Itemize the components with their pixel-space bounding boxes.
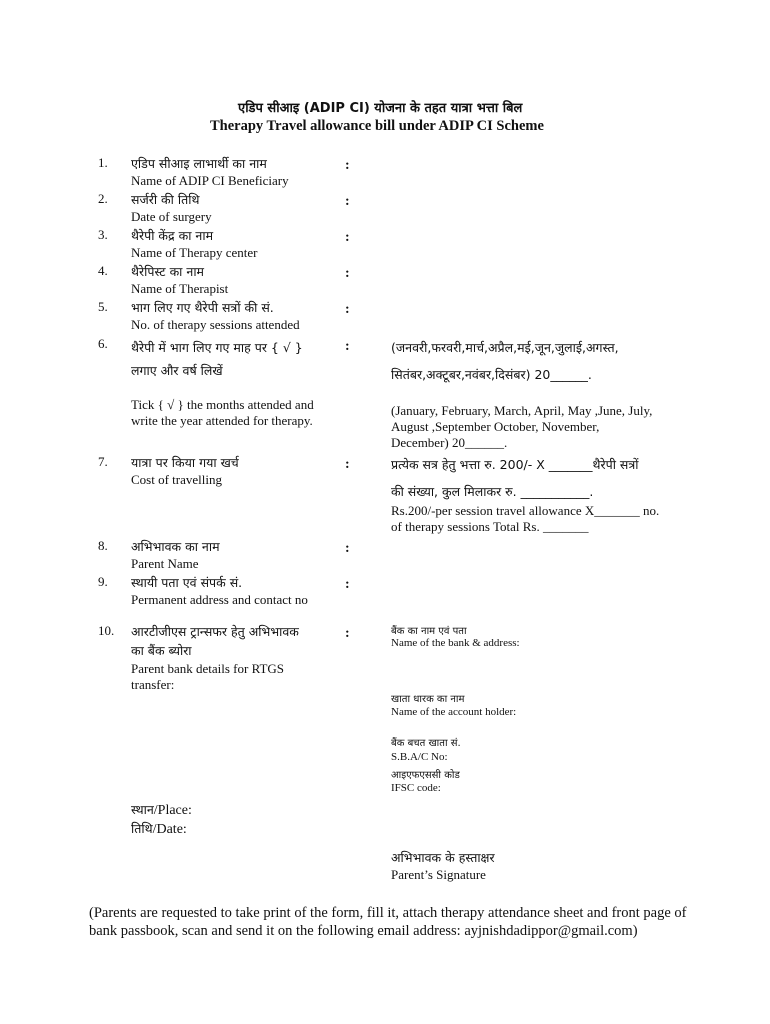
ifsc-label-en: IFSC code:: [391, 782, 441, 794]
months-list-en-line2: August ,September October, November,: [391, 419, 600, 434]
travel-calc-en-line1: Rs.200/-per session travel allowance X_______ no.: [391, 503, 660, 518]
account-number-label-hi: बैंक बचत खाता सं.: [391, 738, 461, 749]
beneficiary-label-hi: एडिप सीआइ लाभार्थी का नाम: [131, 156, 267, 171]
colon: :: [345, 626, 350, 641]
travel-cost-label-en: Cost of travelling: [131, 472, 222, 487]
surgery-date-label-hi: सर्जरी की तिथि: [131, 192, 200, 207]
travel-cost-label-hi: यात्रा पर किया गया खर्च: [131, 455, 239, 470]
ifsc-label-hi: आइएफएससी कोड: [391, 770, 460, 781]
months-label-en-line1: Tick { √ } the months attended and: [131, 397, 314, 412]
months-list-hi-line1: (जनवरी,फरवरी,मार्च,अप्रैल,मई,जून,जुलाई,अगस्त,: [391, 340, 619, 355]
account-holder-label-en: Name of the account holder:: [391, 706, 517, 718]
item-number: 9.: [98, 574, 108, 589]
item-number: 3.: [98, 227, 108, 242]
item-number: 1.: [98, 155, 108, 170]
travel-calc-en-line2: of therapy sessions Total Rs. _______: [391, 519, 589, 534]
colon: :: [345, 266, 350, 281]
colon: :: [345, 230, 350, 245]
beneficiary-label-en: Name of ADIP CI Beneficiary: [131, 173, 289, 188]
bank-details-label-hi-line1: आरटीजीएस ट्रान्सफर हेतु अभिभावक: [131, 624, 299, 639]
date-label-en: /Date:: [152, 822, 187, 837]
date-field: [131, 820, 187, 838]
colon: :: [345, 339, 350, 354]
signature-label-hi: अभिभावक के हस्ताक्षर: [391, 850, 495, 865]
item-number: 10.: [98, 623, 115, 638]
account-number-label-en: S.B.A/C No:: [391, 751, 448, 763]
sessions-label-en: No. of therapy sessions attended: [131, 317, 300, 332]
months-list-en-line3: December) 20______.: [391, 435, 508, 450]
address-label-en: Permanent address and contact no: [131, 592, 308, 607]
date-label-hi: तिथि: [131, 821, 153, 836]
item-number: 4.: [98, 263, 108, 278]
months-label-hi-line1: थैरेपी में भाग लिए गए माह पर { √ }: [131, 340, 303, 355]
colon: :: [345, 194, 350, 209]
travel-calc-hi-line2: की संख्या, कुल मिलाकर रु. ___________.: [391, 484, 594, 499]
parent-name-label-hi: अभिभावक का नाम: [131, 539, 220, 554]
months-label-en-line2: write the year attended for therapy.: [131, 413, 313, 428]
therapy-center-label-hi: थैरेपी केंद्र का नाम: [131, 228, 214, 243]
item-number: 8.: [98, 538, 108, 553]
item-number: 7.: [98, 454, 108, 469]
bank-name-label-hi: बैंक का नाम एवं पता: [391, 626, 467, 637]
title-english: Therapy Travel allowance bill under ADIP CI Scheme: [210, 118, 544, 134]
bank-details-label-en-line2: transfer:: [131, 677, 175, 692]
account-holder-label-hi: खाता धारक का नाम: [391, 694, 465, 705]
colon: :: [345, 158, 350, 173]
colon: :: [345, 302, 350, 317]
bank-details-label-hi-line2: का बैंक ब्योरा: [131, 643, 192, 658]
item-number: 2.: [98, 191, 108, 206]
bank-name-label-en: Name of the bank & address:: [391, 637, 520, 649]
place-label-hi: स्थान: [131, 802, 154, 817]
address-label-hi: स्थायी पता एवं संपर्क सं.: [131, 575, 243, 590]
colon: :: [345, 577, 350, 592]
months-label-hi-line2: लगाए और वर्ष लिखें: [131, 363, 223, 378]
place-label-en: /Place:: [153, 803, 192, 818]
sessions-label-hi: भाग लिए गए थैरेपी सत्रों की सं.: [131, 300, 274, 315]
surgery-date-label-en: Date of surgery: [131, 209, 212, 224]
item-number: 5.: [98, 299, 108, 314]
travel-calc-hi-line1: प्रत्येक सत्र हेतु भत्ता रु. 200/- X _______थैरेपी सत्रों: [391, 457, 639, 472]
therapist-label-hi: थैरेपिस्ट का नाम: [131, 264, 205, 279]
therapist-label-en: Name of Therapist: [131, 281, 229, 296]
item-number: 6.: [98, 336, 108, 351]
title-hindi: एडिप सीआइ (ADIP CI) योजना के तहत यात्रा भत्ता बिल: [238, 101, 523, 116]
footer-note: (Parents are requested to take print of the form, fill it, attach therapy attendance sheet and front page of bank passbook, scan and send it on the following email address: ayjnishdadippor@gmail.com): [89, 905, 687, 939]
parent-name-label-en: Parent Name: [131, 556, 199, 571]
colon: :: [345, 541, 350, 556]
place-field: [131, 801, 192, 819]
therapy-center-label-en: Name of Therapy center: [131, 245, 258, 260]
months-list-en-line1: (January, February, March, April, May ,June, July,: [391, 403, 653, 418]
colon: :: [345, 457, 350, 472]
months-list-hi-line2: सितंबर,अक्टूबर,नवंबर,दिसंबर) 20______.: [391, 367, 592, 382]
bank-details-label-en-line1: Parent bank details for RTGS: [131, 661, 285, 676]
signature-label-en: Parent’s Signature: [391, 867, 486, 882]
